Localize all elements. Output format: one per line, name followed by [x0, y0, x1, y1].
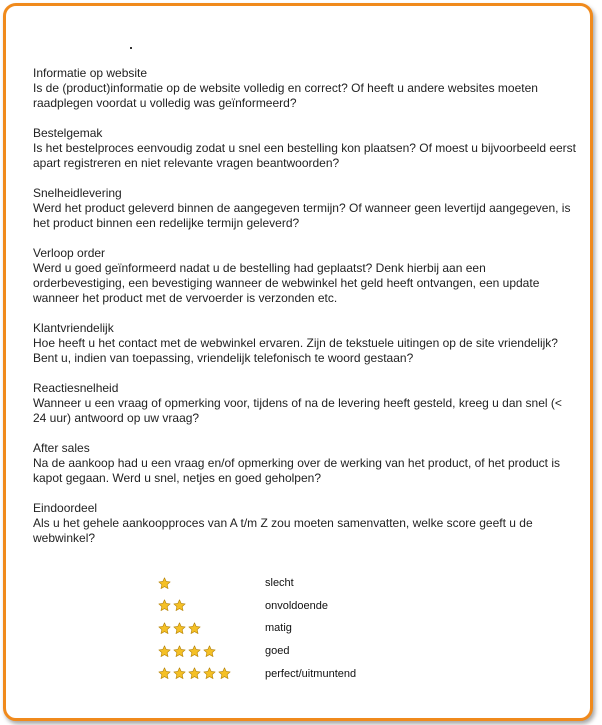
- content-frame: [3, 3, 593, 721]
- star-group: [158, 644, 265, 658]
- criterion-title: After sales: [33, 441, 90, 455]
- criterion-verloop-order: [33, 246, 578, 306]
- decorative-dot: [130, 47, 132, 49]
- rating-row: [158, 595, 418, 618]
- criterion-description: Werd het product geleverd binnen de aangegeven termijn? Of wanneer geen levertijd aangegeven, is het product binnen een redelijke termijn geleverd?: [33, 201, 571, 230]
- criteria-list: [33, 66, 578, 561]
- criterion-description: Werd u goed geïnformeerd nadat u de bestelling had geplaatst? Denk hierbij aan een orderbevestiging, een bevestiging wanneer de webwinkel het geld heeft ontvangen, een update wanneer het product met de vervoerder is verzonden etc.: [33, 261, 540, 305]
- star-icon: [158, 599, 171, 612]
- star-icon: [218, 667, 231, 680]
- star-icon: [203, 645, 216, 658]
- rating-label: matig: [265, 622, 292, 635]
- criterion-description: Is de (product)informatie op de website volledig en correct? Of heeft u andere websites moeten raadplegen voordat u volledig was geïnformeerd?: [33, 81, 538, 110]
- criterion-description: Is het bestelproces eenvoudig zodat u snel een bestelling kon plaatsen? Of moest u bijvoorbeeld eerst apart registreren en niet relevante vragen beantwoorden?: [33, 141, 577, 170]
- rating-row: [158, 572, 418, 595]
- criterion-title: Bestelgemak: [33, 126, 103, 140]
- criterion-eindoordeel: [33, 501, 578, 546]
- star-icon: [173, 645, 186, 658]
- star-icon: [188, 667, 201, 680]
- criterion-description: Als u het gehele aankoopproces van A t/m Z zou moeten samenvatten, welke score geeft u de webwinkel?: [33, 516, 533, 545]
- rating-label: slecht: [265, 577, 294, 590]
- star-group: [158, 599, 265, 613]
- rating-row: [158, 662, 418, 685]
- criterion-description: Wanneer u een vraag of opmerking voor, tijdens of na de levering heeft gesteld, kreeg u dan snel (< 24 uur) antwoord op uw vraag?: [33, 396, 562, 425]
- criterion-title: Reactiesnelheid: [33, 381, 119, 395]
- criterion-bestelgemak: [33, 126, 578, 171]
- rating-legend: [158, 572, 418, 685]
- criterion-title: Eindoordeel: [33, 501, 98, 515]
- star-icon: [158, 577, 171, 590]
- rating-row: [158, 617, 418, 640]
- star-icon: [173, 599, 186, 612]
- criterion-description: Hoe heeft u het contact met de webwinkel ervaren. Zijn de tekstuele uitingen op de site vriendelijk? Bent u, indien van toepassing, vriendelijk telefonisch te woord gestaan?: [33, 336, 558, 365]
- criterion-title: Klantvriendelijk: [33, 321, 114, 335]
- criterion-snelheidlevering: [33, 186, 578, 231]
- rating-label: onvoldoende: [265, 599, 329, 612]
- star-icon: [173, 622, 186, 635]
- star-icon: [188, 622, 201, 635]
- star-icon: [203, 667, 216, 680]
- criterion-reactiesnelheid: [33, 381, 578, 426]
- rating-row: [158, 640, 418, 663]
- rating-label: perfect/uitmuntend: [265, 667, 357, 680]
- star-icon: [158, 645, 171, 658]
- criterion-klantvriendelijk: [33, 321, 578, 366]
- star-group: [158, 667, 265, 681]
- star-group: [158, 576, 265, 590]
- rating-label: goed: [265, 645, 290, 658]
- star-icon: [188, 645, 201, 658]
- star-icon: [158, 622, 171, 635]
- criterion-after-sales: [33, 441, 578, 486]
- criterion-informatie-op-website: [33, 66, 578, 111]
- criterion-title: Snelheidlevering: [33, 186, 122, 200]
- star-icon: [158, 667, 171, 680]
- criterion-description: Na de aankoop had u een vraag en/of opmerking over de werking van het product, of het product is kapot gegaan. Werd u snel, netjes en goed geholpen?: [33, 456, 561, 485]
- star-icon: [173, 667, 186, 680]
- criterion-title: Verloop order: [33, 246, 106, 260]
- star-group: [158, 621, 265, 635]
- criterion-title: Informatie op website: [33, 66, 148, 80]
